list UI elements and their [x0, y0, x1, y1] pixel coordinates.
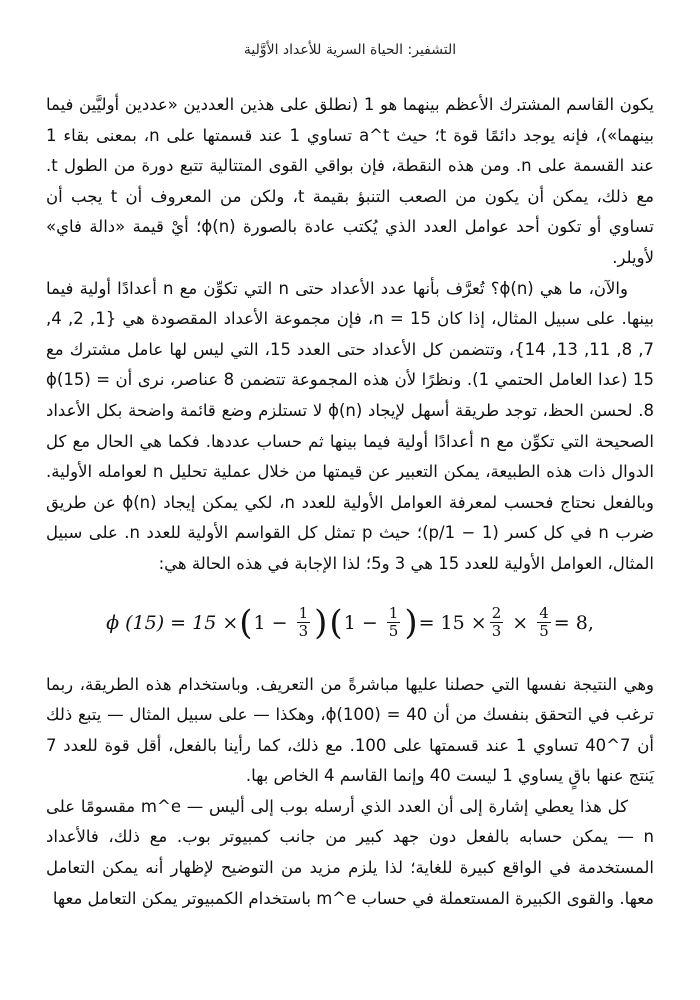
- fraction-1-3: $\frac{1}{3}$: [298, 604, 309, 640]
- phi-15-equation: ϕ (15) = 15 × ( 1 − $\frac{1}{3}$ ) ( 1 − $\frac{1}{5}$ ) = 15 × $\frac{2}{3}$ × $\frac{4}{5}$ = 8,: [106, 602, 594, 643]
- fraction-2-3: $\frac{2}{3}$: [491, 604, 502, 640]
- paragraph-4: كل هذا يعطي إشارة إلى أن العدد الذي أرسله بوب إلى أليس — m^e مقسومًا على n — يمكن حسابه بالفعل دون جهد كبير من جانب كمبيوتر بوب. مع ذلك، فالأعداد المستخدمة في الواقع كبيرة للغاية؛ لذا يلزم مزيد من التوضيح لإظهار أنه يمكن التعامل معها. والقوى الكبيرة المستعملة في حساب m^e باستخدام الكمبيوتر يمكن التعامل معها: [46, 796, 654, 908]
- paragraph-1: يكون القاسم المشترك الأعظم بينهما هو 1 (نطلق على هذين العددين «عددين أوليَّين فيما بينهما»)، فإنه يوجد دائمًا قوة t؛ حيث a^t تساوي 1 عند قسمتها على n، بمعنى بقاء 1 عند القسمة على n. ومن هذه النقطة، فإن بواقي القوى المتتالية تتبع دورة من الطول t. مع ذلك، يمكن أن يكون من الصعب التنبؤ بقيمة t، ولكن من المعروف أن t يجب أن تساوي أو تكون أحد عوامل العدد الذي يُكتب عادة بالصورة ϕ(n)؛ أيْ قيمة «دالة فاي» لأويلر.: [46, 95, 655, 267]
- equation-lhs: ϕ (15) = 15 ×: [106, 611, 239, 634]
- fraction-4-5: $\frac{4}{5}$: [539, 604, 549, 640]
- running-title: التشفير: الحياة السرية للأعداد الأوَّلية: [243, 42, 457, 58]
- equation-mid: = 15 ×: [418, 611, 487, 634]
- open-paren: (: [239, 602, 253, 643]
- paragraph-3: وهي النتيجة نفسها التي حصلنا عليها مباشرةً من التعريف. وباستخدام هذه الطريقة، ربما ترغب في التحقق بنفسك من أن ϕ(100) = 40، وهكذا — على سبيل المثال — يتبع ذلك أن 7^40 تساوي 1 عند قسمتها على 100. مع ذلك، كما رأينا بالفعل، أقل قوة للعدد 7 يَنتج عنها باقٍ يساوي 1 ليست 40 وإنما القاسم 4 الخاص بها.: [46, 674, 655, 786]
- fraction-1-5: $\frac{1}{5}$: [388, 604, 399, 640]
- open-paren: (: [329, 602, 343, 643]
- equation-rhs: = 8,: [553, 611, 594, 634]
- close-paren: ): [314, 602, 328, 643]
- paragraph-2: والآن، ما هي ϕ(n)؟ تُعرَّف بأنها عدد الأعداد حتى n التي تكوِّن مع n أعدادًا أولية فيما بينها. على سبيل المثال، إذا كان n = 15، فإن مجموعة الأعداد المقصودة هي {1, 2, 4, 7, 8, 11, 13, 14}، وتتضمن كل الأعداد حتى العدد 15، التي ليس لها عامل مشترك مع 15 (عدا العامل الحتمي 1). ونظرًا لأن هذه المجموعة تتضمن 8 عناصر، نرى أن ϕ(15) = 8. لحسن الحظ، توجد طريقة أسهل لإيجاد ϕ(n) لا تستلزم وضع قائمة واضحة بكل الأعداد الصحيحة التي تكوِّن مع n أعدادًا أولية فيما بينها ثم حساب عددها. فكما هي الحال مع كل الدوال ذات هذه الطبيعة، يمكن التعبير عن قيمتها من خلال عملية تحليل n لعوامله الأولية. وبالفعل نحتاج فحسب لمعرفة العوامل الأولية للعدد n، لكي يمكن إيجاد ϕ(n) عن طريق ضرب n في كل كسر (1 − 1/p)؛ حيث p تمثل كل القواسم الأولية للعدد n. على سبيل المثال، العوامل الأولية للعدد 15 هي 3 و5؛ لذا الإجابة في هذه الحالة هي:: [46, 278, 654, 573]
- close-paren: ): [404, 602, 418, 643]
